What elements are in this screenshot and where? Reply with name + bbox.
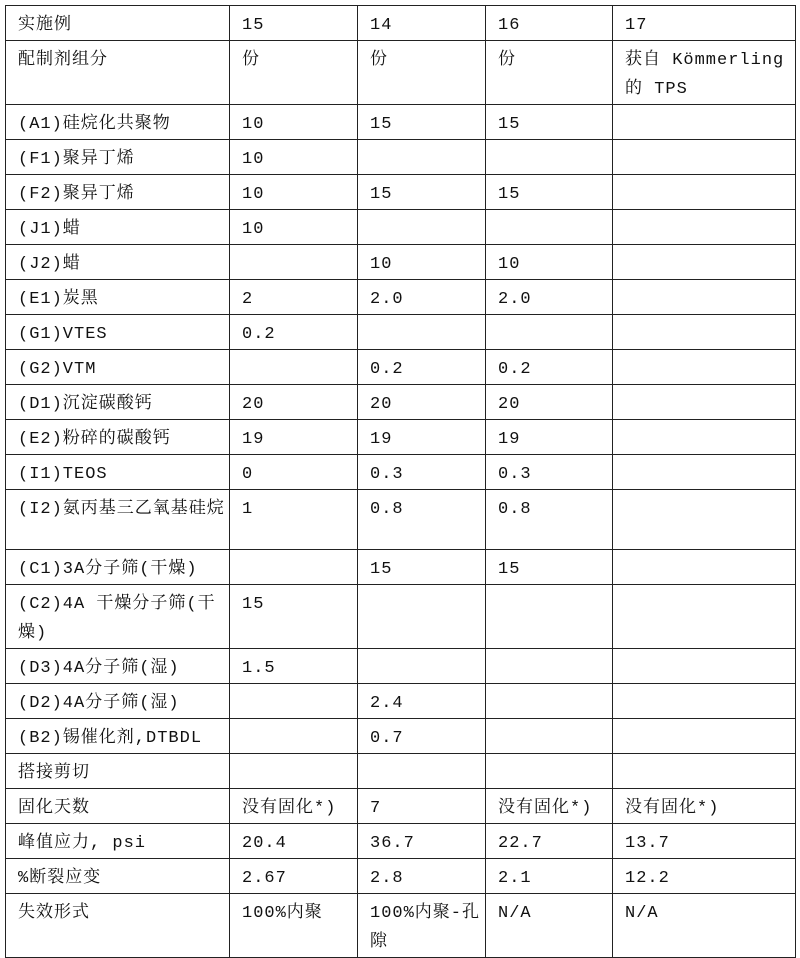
value-cell: 没有固化*) — [613, 789, 796, 824]
table-row — [6, 455, 796, 490]
value-cell — [613, 455, 796, 490]
row-label-cell: (E2)粉碎的碳酸钙 — [6, 420, 230, 455]
value-cell: 0.8 — [358, 490, 486, 550]
formulation-table — [5, 5, 796, 958]
value-cell: 没有固化*) — [486, 789, 613, 824]
value-cell: 16 — [486, 6, 613, 41]
value-cell — [358, 210, 486, 245]
value-cell: 14 — [358, 6, 486, 41]
value-cell — [613, 649, 796, 684]
table-row — [6, 315, 796, 350]
value-cell: 0.7 — [358, 719, 486, 754]
value-cell: 15 — [486, 175, 613, 210]
value-cell: 15 — [230, 585, 358, 649]
row-label-cell: (D2)4A分子筛(湿) — [6, 684, 230, 719]
value-cell: 2.4 — [358, 684, 486, 719]
value-cell: 0.3 — [486, 455, 613, 490]
table-row — [6, 490, 796, 550]
value-cell: 15 — [358, 175, 486, 210]
value-cell — [230, 684, 358, 719]
value-cell — [358, 754, 486, 789]
row-label-cell: (I2)氨丙基三乙氧基硅烷 — [6, 490, 230, 550]
row-label-cell: (B2)锡催化剂,DTBDL — [6, 719, 230, 754]
value-cell — [358, 140, 486, 175]
value-cell — [486, 719, 613, 754]
value-cell — [486, 684, 613, 719]
row-label-cell: 固化天数 — [6, 789, 230, 824]
table-row — [6, 789, 796, 824]
row-label-cell: (G2)VTM — [6, 350, 230, 385]
value-cell — [486, 210, 613, 245]
header-row — [6, 6, 796, 41]
table-row — [6, 754, 796, 789]
table-row — [6, 420, 796, 455]
value-cell: 100%内聚-孔隙 — [358, 894, 486, 958]
value-cell: 15 — [358, 105, 486, 140]
value-cell: 15 — [486, 550, 613, 585]
value-cell: 1 — [230, 490, 358, 550]
value-cell: 10 — [230, 105, 358, 140]
value-cell: 19 — [358, 420, 486, 455]
row-label-cell: (E1)炭黑 — [6, 280, 230, 315]
value-cell — [613, 245, 796, 280]
value-cell — [486, 754, 613, 789]
table-body — [6, 6, 796, 958]
value-cell — [358, 585, 486, 649]
value-cell — [230, 719, 358, 754]
table-row — [6, 175, 796, 210]
value-cell — [486, 315, 613, 350]
value-cell: 0.2 — [358, 350, 486, 385]
value-cell: 36.7 — [358, 824, 486, 859]
value-cell — [358, 315, 486, 350]
value-cell: 20 — [486, 385, 613, 420]
row-label-cell: (G1)VTES — [6, 315, 230, 350]
value-cell — [613, 550, 796, 585]
value-cell: 获自 Kömmerling的 TPS — [613, 41, 796, 105]
value-cell: 12.2 — [613, 859, 796, 894]
table-row — [6, 245, 796, 280]
value-cell: 没有固化*) — [230, 789, 358, 824]
value-cell: 2 — [230, 280, 358, 315]
value-cell: 7 — [358, 789, 486, 824]
row-label-cell: (J2)蜡 — [6, 245, 230, 280]
value-cell — [613, 754, 796, 789]
row-label-cell: (J1)蜡 — [6, 210, 230, 245]
value-cell: 17 — [613, 6, 796, 41]
value-cell: 19 — [230, 420, 358, 455]
value-cell: 15 — [230, 6, 358, 41]
row-label-cell: (C2)4A 干燥分子筛(干燥) — [6, 585, 230, 649]
value-cell: 2.8 — [358, 859, 486, 894]
value-cell: 0.2 — [230, 315, 358, 350]
value-cell: 2.0 — [358, 280, 486, 315]
value-cell — [613, 585, 796, 649]
row-label-cell: (F2)聚异丁烯 — [6, 175, 230, 210]
value-cell — [230, 245, 358, 280]
value-cell: 15 — [486, 105, 613, 140]
value-cell: 15 — [358, 550, 486, 585]
value-cell: 2.67 — [230, 859, 358, 894]
row-label-cell: 搭接剪切 — [6, 754, 230, 789]
value-cell: 1.5 — [230, 649, 358, 684]
row-label-cell: (D1)沉淀碳酸钙 — [6, 385, 230, 420]
table-row — [6, 550, 796, 585]
value-cell: 份 — [230, 41, 358, 105]
value-cell — [613, 350, 796, 385]
value-cell — [613, 280, 796, 315]
table-row — [6, 280, 796, 315]
value-cell: 10 — [358, 245, 486, 280]
value-cell: 10 — [486, 245, 613, 280]
value-cell — [230, 754, 358, 789]
table-row — [6, 210, 796, 245]
value-cell: 2.1 — [486, 859, 613, 894]
value-cell: 0.3 — [358, 455, 486, 490]
table-row — [6, 585, 796, 649]
value-cell — [486, 140, 613, 175]
row-label-cell: 实施例 — [6, 6, 230, 41]
value-cell: 0 — [230, 455, 358, 490]
value-cell: 10 — [230, 140, 358, 175]
value-cell — [613, 175, 796, 210]
value-cell — [613, 105, 796, 140]
table-row — [6, 350, 796, 385]
row-label-cell: 峰值应力, psi — [6, 824, 230, 859]
row-label-cell: (C1)3A分子筛(干燥) — [6, 550, 230, 585]
table-row — [6, 105, 796, 140]
value-cell — [613, 490, 796, 550]
row-label-cell: (I1)TEOS — [6, 455, 230, 490]
value-cell: 份 — [486, 41, 613, 105]
value-cell — [230, 550, 358, 585]
value-cell: 13.7 — [613, 824, 796, 859]
value-cell: 10 — [230, 175, 358, 210]
value-cell: N/A — [486, 894, 613, 958]
row-label-cell: 失效形式 — [6, 894, 230, 958]
value-cell: 19 — [486, 420, 613, 455]
table-row — [6, 859, 796, 894]
value-cell — [613, 385, 796, 420]
row-label-cell: %断裂应变 — [6, 859, 230, 894]
value-cell — [358, 649, 486, 684]
value-cell: 0.2 — [486, 350, 613, 385]
table-row — [6, 385, 796, 420]
value-cell — [613, 420, 796, 455]
value-cell: 0.8 — [486, 490, 613, 550]
value-cell: 22.7 — [486, 824, 613, 859]
value-cell — [613, 315, 796, 350]
value-cell — [613, 719, 796, 754]
value-cell: 2.0 — [486, 280, 613, 315]
table-row — [6, 649, 796, 684]
value-cell: 10 — [230, 210, 358, 245]
table-row — [6, 824, 796, 859]
table-row — [6, 894, 796, 958]
value-cell — [230, 350, 358, 385]
row-label-cell: (F1)聚异丁烯 — [6, 140, 230, 175]
row-label-cell: (A1)硅烷化共聚物 — [6, 105, 230, 140]
row-label-cell: 配制剂组分 — [6, 41, 230, 105]
value-cell: 100%内聚 — [230, 894, 358, 958]
value-cell — [613, 210, 796, 245]
table-row — [6, 719, 796, 754]
value-cell — [613, 684, 796, 719]
value-cell: 20 — [358, 385, 486, 420]
value-cell: 20 — [230, 385, 358, 420]
value-cell — [486, 585, 613, 649]
row-label-cell: (D3)4A分子筛(湿) — [6, 649, 230, 684]
table-row — [6, 140, 796, 175]
value-cell — [486, 649, 613, 684]
value-cell: N/A — [613, 894, 796, 958]
table-row — [6, 684, 796, 719]
table-row — [6, 41, 796, 105]
value-cell: 20.4 — [230, 824, 358, 859]
value-cell — [613, 140, 796, 175]
value-cell: 份 — [358, 41, 486, 105]
